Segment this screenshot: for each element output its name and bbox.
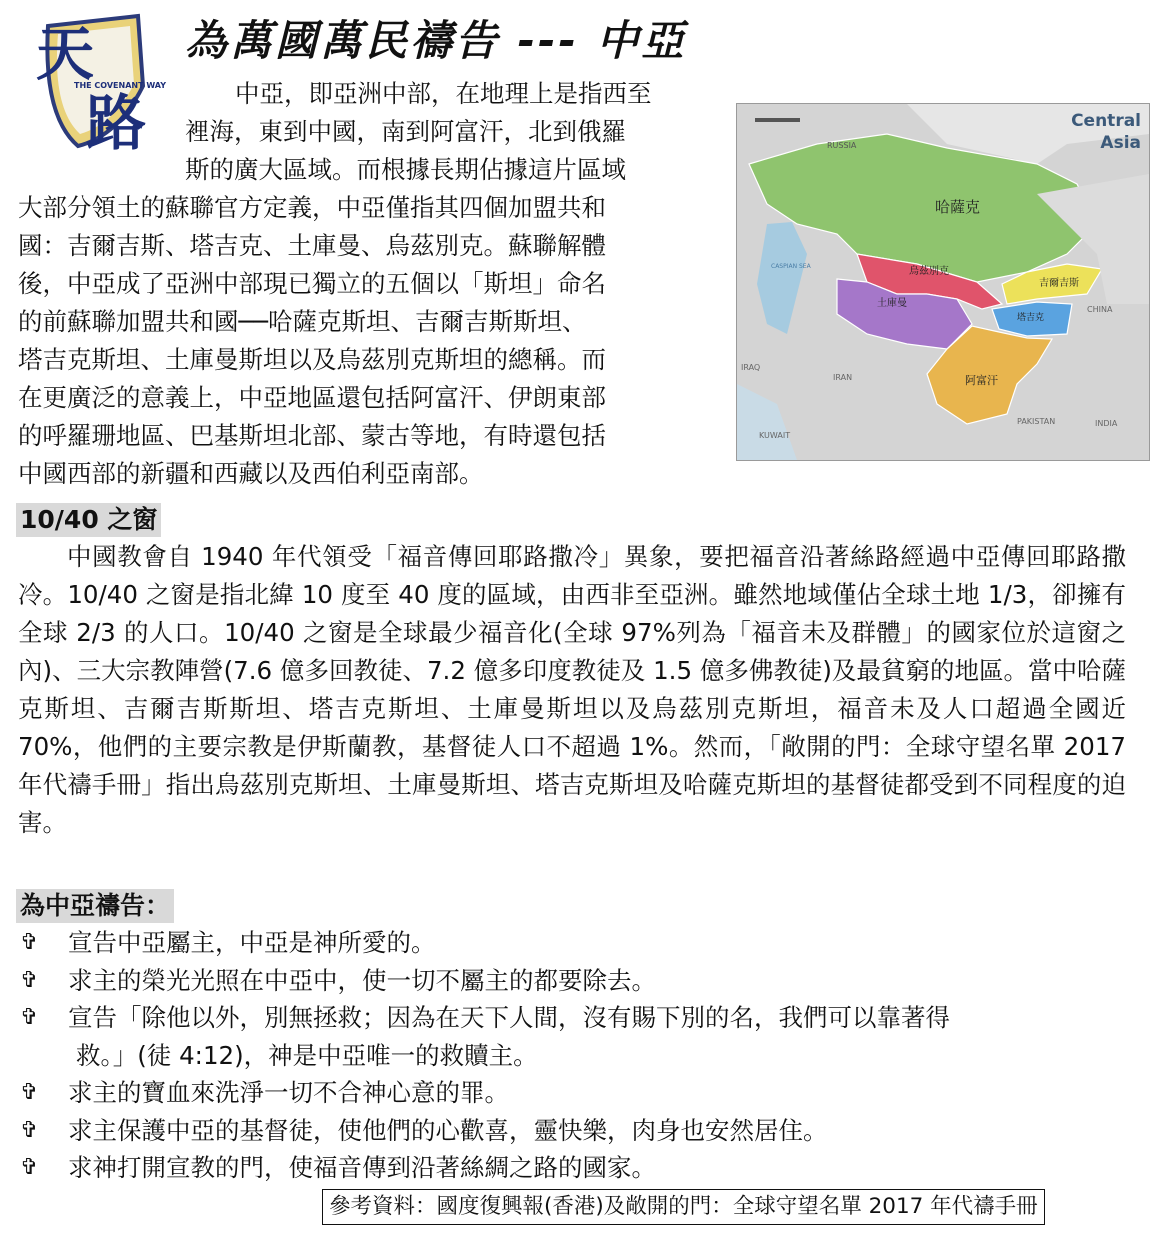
prayer-list [18,924,1128,1187]
prayer-text: 求主的榮光光照在中亞中，使一切不屬主的都要除去。 [68,965,656,995]
map-label-kazakhstan: 哈薩克 [935,198,981,216]
map-title-line2: Asia [1100,133,1141,153]
prayer-item [18,1149,1128,1187]
logo-text-bottom: 路 [86,89,146,156]
scale-bar [755,118,800,122]
map-label-india: INDIA [1095,419,1118,428]
page-title: 為萬國萬民禱告 --- 中亞 [185,16,687,65]
prayer-item [18,962,1128,1000]
cross-bullet-icon: ✞ [20,930,39,955]
map-title-line1: Central [1071,111,1141,131]
intro-line: 中亞，即亞洲中部，在地理上是指西至 [235,79,652,108]
map-label-china: CHINA [1087,305,1113,314]
prayer-text: 宣告「除他以外，別無拯救；因為在天下人間，沒有賜下別的名，我們可以靠著得 [68,1003,950,1032]
intro-line: 中國西部的新疆和西藏以及西伯利亞南部。 [18,459,484,488]
window-paragraph: 中國教會自 1940 年代領受「福音傳回耶路撒冷」異象，要把福音沿著絲路經過中亞傳回耶路撒冷。10/40 之窗是指北緯 10 度至 40 度的區域，由西非至亞洲。雖然地域僅佔全球土地 1/3，卻擁有全球 2/3 的人口。10/40 之窗是全球最少福音化(全球 97%列為「福音未及群體」的國家位於這窗之內)、三大宗教陣營(7.6 億多回教徒、7.2 億多印度教徒及 1.5 億多佛教徒)及最貧窮的地區。當中哈薩克斯坦、吉爾吉斯斯坦、塔吉克斯坦、土庫曼斯坦以及烏茲別克斯坦，福音未及人口超過全國近 70%，他們的主要宗教是伊斯蘭教，基督徒人口不超過 1%。然而，「敞開的門：全球守望名單 2017 年代禱手冊」指出烏茲別克斯坦、土庫曼斯坦、塔吉克斯坦及哈薩克斯坦的基督徒都受到不同程度的迫害。 [18,542,1126,837]
cross-bullet-icon: ✞ [20,967,39,993]
cross-bullet-icon: ✞ [20,1005,39,1030]
intro-line: 大部分領土的蘇聯官方定義，中亞僅指其四個加盟共和 [18,193,606,222]
prayer-text: 宣告中亞屬主，中亞是神所愛的。 [68,928,436,957]
logo-text-top: 天 [36,20,95,88]
source-reference: 參考資料：國度復興報(香港)及敞開的門：全球守望名單 2017 年代禱手冊 [322,1189,1045,1225]
section-heading-prayer: 為中亞禱告： [16,889,174,923]
intro-line: 的前蘇聯加盟共和國──哈薩克斯坦、吉爾吉斯斯坦、 [18,307,587,336]
prayer-text: 求主的寶血來洗淨一切不合神心意的罪。 [68,1078,509,1107]
intro-line: 在更廣泛的意義上，中亞地區還包括阿富汗、伊朗東部 [18,383,606,412]
intro-line: 的呼羅珊地區、巴基斯坦北部、蒙古等地，有時還包括 [18,421,606,450]
prayer-item [18,1074,1128,1112]
central-asia-map [736,103,1150,461]
map-label-caspian: CASPIAN SEA [771,263,811,270]
map-label-tajikistan: 塔吉克 [1017,313,1045,323]
prayer-item [18,1112,1128,1150]
map-label-iraq: IRAQ [741,363,761,372]
map-label-russia: RUSSIA [827,141,857,150]
cross-bullet-icon: ✞ [20,1080,39,1105]
map-label-kuwait: KUWAIT [759,431,791,440]
covenant-way-logo [18,6,168,156]
cross-bullet-icon: ✞ [20,1155,39,1180]
prayer-item [18,924,1128,962]
cross-bullet-icon: ✞ [20,1117,39,1143]
map-label-turkmenistan: 土庫曼 [877,298,907,309]
map-label-pakistan: PAKISTAN [1017,417,1056,426]
prayer-text-continued: 救。」(徒 4:12)，神是中亞唯一的救贖主。 [76,1040,538,1070]
intro-line: 裡海，東到中國，南到阿富汗，北到俄羅 [185,117,626,146]
section-heading-1040: 10/40 之窗 [16,503,161,537]
intro-line: 後，中亞成了亞洲中部現已獨立的五個以「斯坦」命名 [18,269,606,298]
intro-line: 斯的廣大區域。而根據長期佔據這片區域 [185,155,626,184]
prayer-text: 求神打開宣教的門，使福音傳到沿著絲綢之路的國家。 [68,1153,656,1182]
map-label-iran: IRAN [833,373,853,382]
map-label-uzbekistan: 烏茲別克 [909,266,949,277]
prayer-item [18,999,1128,1074]
map-label-kyrgyzstan: 吉爾吉斯 [1039,278,1079,289]
logo-band-text: THE COVENANT WAY [74,81,167,90]
intro-line: 國：吉爾吉斯、塔吉克、土庫曼、烏茲別克。蘇聯解體 [18,231,606,260]
intro-line: 塔吉克斯坦、土庫曼斯坦以及烏茲別克斯坦的總稱。而 [18,345,606,374]
prayer-text: 求主保護中亞的基督徒，使他們的心歡喜，靈快樂，肉身也安然居住。 [68,1115,828,1145]
map-label-afghanistan: 阿富汗 [965,374,998,387]
